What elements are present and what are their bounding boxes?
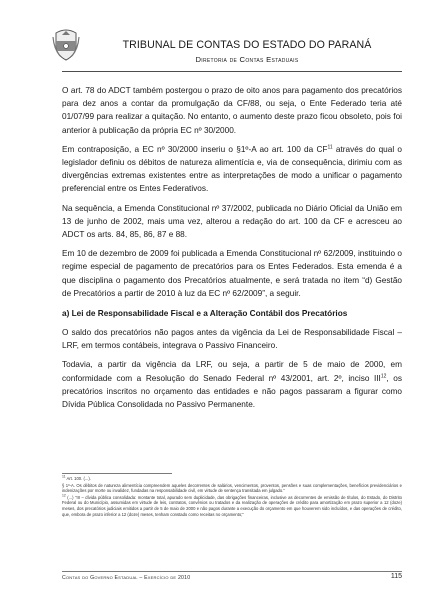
coat-of-arms-icon	[52, 27, 80, 61]
footnote-ref-11[interactable]: 11	[327, 144, 333, 151]
page-number: 115	[390, 573, 402, 580]
document-body	[62, 84, 402, 417]
section-heading: a) Lei de Responsabilidade Fiscal e a Alteração Contábil dos Precatórios	[62, 309, 348, 319]
paragraph-5: O saldo dos precatórios não pagos antes da vigência da Lei de Responsabilidade Fiscal – LRF, em termos contábeis, integrava o Passivo Financeiro.	[62, 328, 402, 351]
footnote-11-number: 11	[62, 474, 66, 479]
paragraph-6-text-a: Todavia, a partir da vigência da LRF, ou seja, a partir de 5 de maio de 2000, em conformidade com a Resolução do Senado Federal nº 43/2001, art. 2º, inciso III	[62, 360, 402, 383]
footnote-11-text: Art. 100. (...).	[65, 476, 91, 481]
paragraph-1: O art. 78 do ADCT também postergou o prazo de oito anos para pagamento dos precatórios para dez anos a contar da promulgação da CF/88, ou seja, o Ente Federado teria até 01/07/99 para realizar a quitação. No entanto, o aumento deste prazo ficou obsoleto, pois foi anterior à publicação da própria EC nº 30/2000.	[62, 86, 402, 135]
footnote-11	[62, 476, 402, 482]
page-subtitle: Diretoria de Contas Estaduais	[195, 55, 299, 64]
footer-caption: Contas do Governo Estadual – Exercício de 2010	[62, 575, 191, 581]
header-divider	[62, 71, 402, 72]
footnote-12-number: 12	[62, 493, 66, 498]
paragraph-6-text-b: , os precatórios inscritos no orçamento das entidades e não pagos passaram a figurar como Dívida Pública Consolidada no Passivo Permanente.	[62, 373, 402, 410]
footnotes	[62, 476, 402, 518]
page-title: TRIBUNAL DE CONTAS DO ESTADO DO PARANÁ	[122, 39, 372, 51]
footnote-ref-12[interactable]: 12	[380, 372, 387, 379]
footnote-divider	[62, 473, 172, 474]
paragraph-4: Em 10 de dezembro de 2009 foi publicada a Emenda Constitucional nº 62/2009, instituindo o regime especial de pagamento de precatórios para os Entes Federados. Esta emenda é a que disciplina o pagamento dos Precatórios atualmente, e será tratada no item “d) Gestão de Precatórios a partir de 2010 à luz da EC nº 62/2009”, a seguir.	[62, 249, 402, 298]
footnote-12-text: (...) “III – dívida pública consolidada: montante total, apurado sem duplicidade, das obrigações financeiras, inclusive as decorrentes de emissão de títulos, do Estado, do Distrito Federal ou do Município, assumidas em virtude de leis, contratos, convênios ou tratados e da realização de operações de crédito para amortização em prazo superior a 12 (doze) meses, dos precatórios judiciais emitidos a partir de 5 de maio de 2000 e não pagos durante a execução do orçamento em que houverem sido incluídos, e das operações de crédito, que, embora de prazo inferior a 12 (doze) meses, tenham constado como receitas no orçamento;”	[62, 494, 402, 517]
paragraph-6	[62, 358, 402, 411]
paragraph-3: Na sequência, a Emenda Constitucional nº 37/2002, publicada no Diário Oficial da União em 13 de junho de 2002, mais uma vez, alterou a redação do art. 100 da CF e acresceu ao ADCT os arts. 84, 85, 86, 87 e 88.	[62, 203, 402, 240]
paragraph-2-text-b: através do qual o legislador definiu os débitos de natureza alimentícia e, via de consequência, dirimiu com as divergências extremas existentes entre as interpretações de modo a unificar o pagamento preferencial entre os Entes Federativos.	[62, 144, 402, 194]
footer-divider	[62, 571, 402, 572]
paragraph-2-text-a: Em contraposição, a EC nº 30/2000 inseriu o §1º-A ao art. 100 da CF	[62, 144, 328, 154]
paragraph-2	[62, 143, 402, 196]
footnote-11-continuation: § 1º-A. Os débitos de natureza alimentícia compreendem aqueles decorrentes de salários, vencimentos, proventos, pensões e suas complementações, benefícios previdenciários e indenizações por morte ou invalidez, fundadas na responsabilidade civil, em virtude de sentença transitada em julgado.”	[62, 482, 402, 494]
footnote-12	[62, 495, 402, 517]
